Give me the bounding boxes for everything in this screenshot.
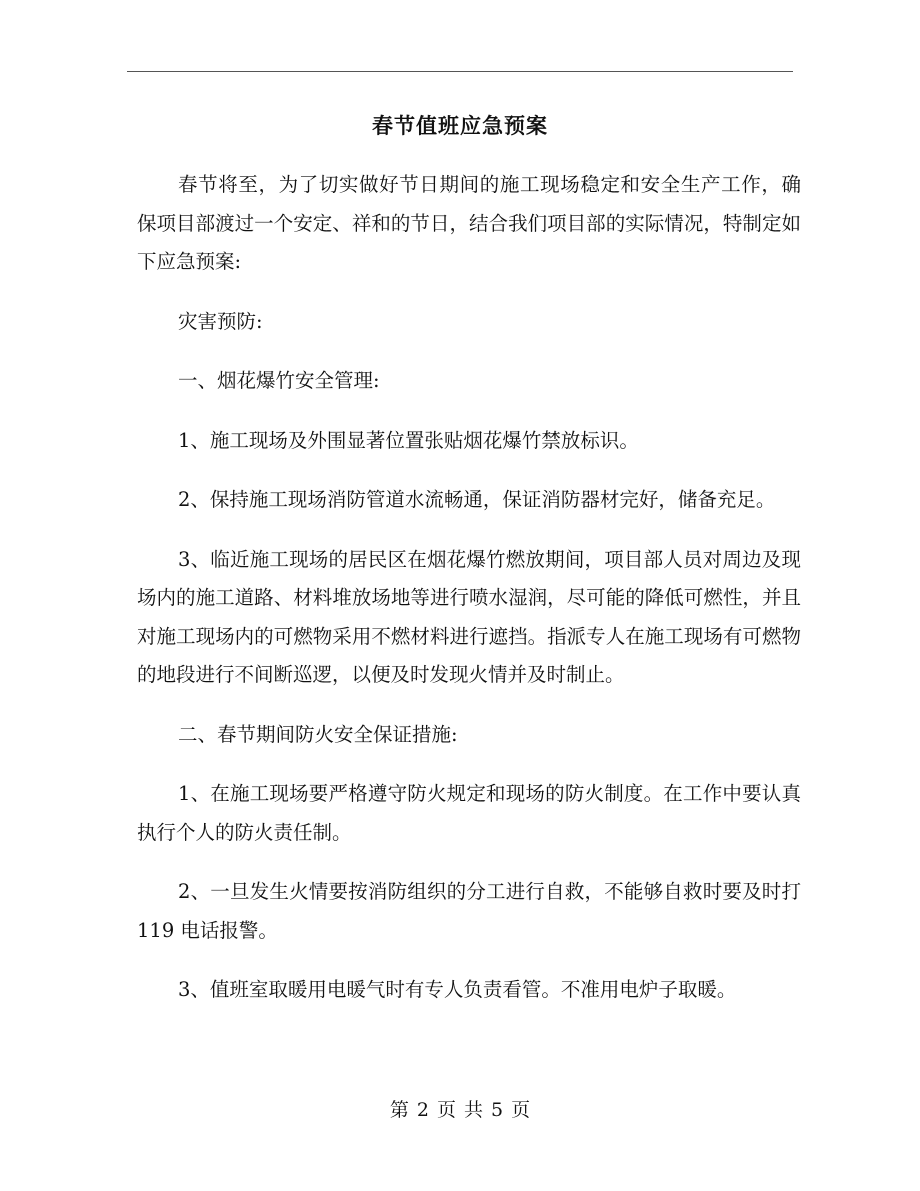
paragraph-item-3: 3、临近施工现场的居民区在烟花爆竹燃放期间，项目部人员对周边及现场内的施工道路、材料堆放场地等进行喷水湿润，尽可能的降低可燃性，并且对施工现场内的可燃物采用不燃材料进行遮挡。指派专人在施工现场有可燃物的地段进行不间断巡逻，以便及时发现火情并及时制止。 [137,547,801,686]
paragraph-measure-3: 3、值班室取暖用电暖气时有专人负责看管。不准用电炉子取暖。 [178,978,737,1001]
paragraph-item-2: 2、保持施工现场消防管道水流畅通，保证消防器材完好，储备充足。 [178,488,776,511]
paragraph-disaster-prevention: 灾害预防: [178,309,263,333]
header-rule [127,71,793,72]
paragraph-measure-1: 1、在施工现场要严格遵守防火规定和现场的防火制度。在工作中要认真执行个人的防火责任制。 [137,782,801,844]
paragraph-measure-2: 2、一旦发生火情要按消防组织的分工进行自救，不能够自救时要及时打 119 电话报警。 [137,880,801,942]
paragraph-intro: 春节将至，为了切实做好节日期间的施工现场稳定和安全生产工作，确保项目部渡过一个安定、祥和的节日，结合我们项目部的实际情况，特制定如下应急预案: [137,173,801,273]
heading-fire-safety-measures: 二、春节期间防火安全保证措施: [178,722,458,746]
document-body [137,166,801,1031]
page-footer: 第 2 页 共 5 页 [389,1099,531,1121]
heading-fireworks-safety: 一、烟花爆竹安全管理: [178,369,380,392]
document-title: 春节值班应急预案 [372,113,548,138]
paragraph-item-1: 1、施工现场及外围显著位置张贴烟花爆竹禁放标识。 [178,428,639,452]
